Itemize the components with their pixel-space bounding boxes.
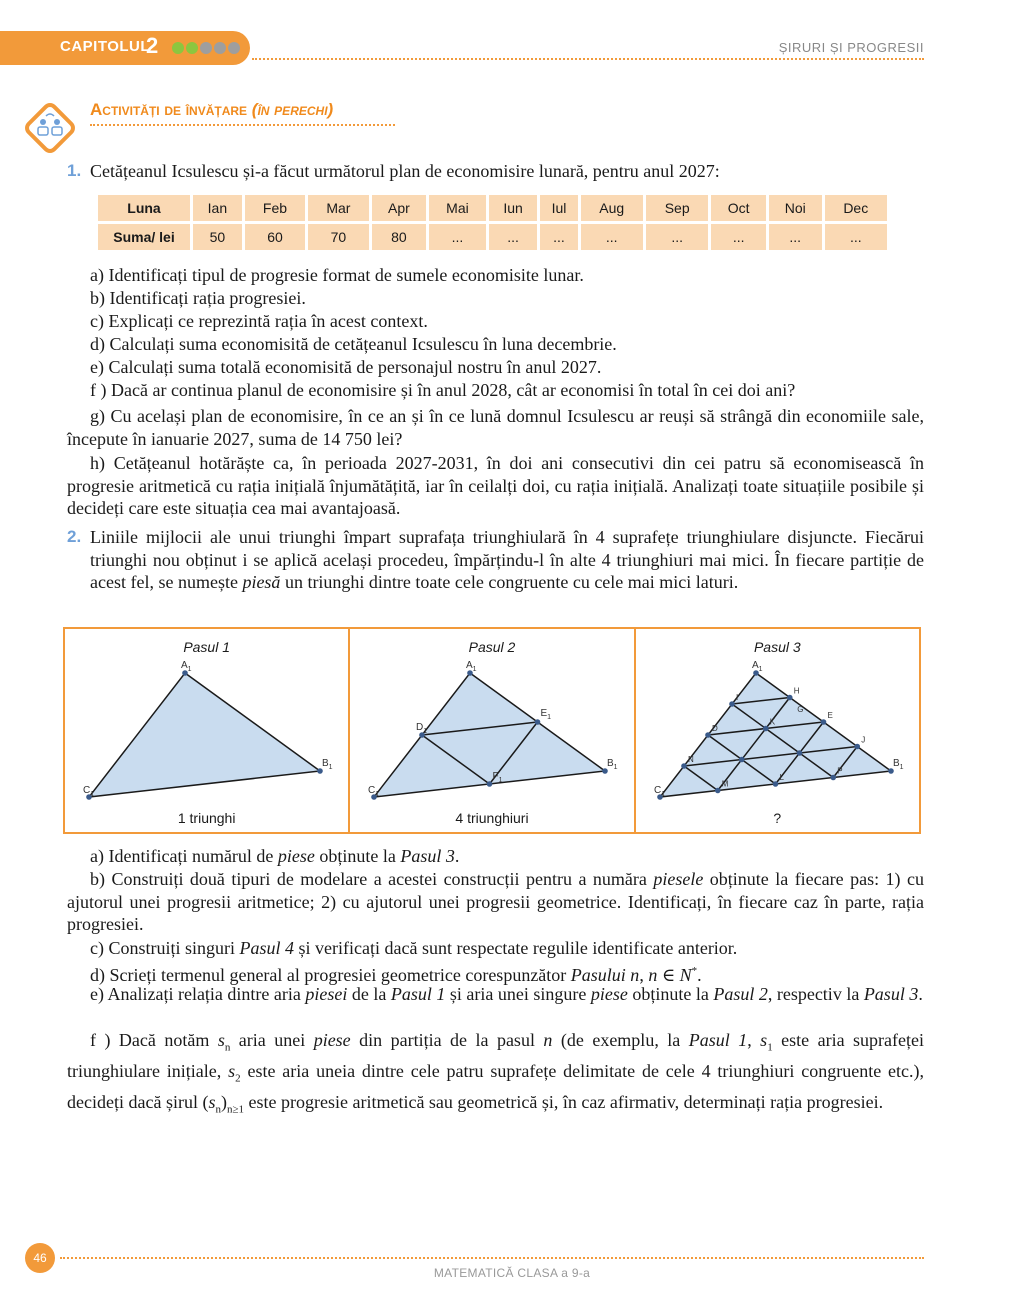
text-run: c) Construiți singuri (90, 938, 240, 958)
point-label: I (735, 693, 738, 702)
point-label-subscript: 1 (328, 764, 333, 771)
problem-1-b: b) Identificați rația progresiei. (90, 288, 306, 308)
problem-1-f: f ) Dacă ar continua planul de economisire și în anul 2028, cât ar economisi în total în cei doi ani? (90, 380, 796, 400)
vertex-point (796, 750, 802, 756)
text-run: , (747, 1030, 761, 1050)
text-run: n≥1 (226, 1103, 245, 1116)
text-run: piesă (242, 572, 281, 592)
point-label: $C_1$ (653, 785, 665, 798)
text-run: Pasul 3 (863, 984, 919, 1004)
text-run: n (224, 1041, 231, 1054)
table-header-cell: Suma/ lei (98, 224, 190, 250)
vertex-point (681, 763, 687, 769)
text-run: Pasul 1 (390, 984, 446, 1004)
table-cell: Sep (646, 195, 708, 221)
figure-panel-step-3 (636, 629, 919, 832)
point-label-subscript: 1 (547, 714, 552, 721)
text-run: Pasului n (570, 965, 640, 985)
text-run: piese (590, 984, 628, 1004)
table-cell: ... (646, 224, 708, 250)
text-run: piesele (653, 869, 704, 889)
text-run: , (639, 965, 649, 985)
text-run: * (691, 965, 698, 977)
point-label: G (796, 705, 804, 715)
triangle-outline (89, 673, 320, 797)
text-run: obținute la (627, 984, 714, 1004)
page-number: 46 (25, 1243, 55, 1273)
table-cell: ... (540, 224, 577, 250)
point-label-subscript: 1 (614, 764, 618, 771)
triangle-diagram-step-1 (65, 659, 349, 809)
problem-2-e (67, 983, 924, 1006)
table-cell: Iul (540, 195, 577, 221)
table-cell: Mai (429, 195, 486, 221)
table-cell: 60 (245, 224, 305, 250)
vertex-point (715, 788, 721, 794)
problem-1-intro: Cetățeanul Icsulescu și-a făcut următorul plan de economisire lunară, pentru anul 2027: (90, 161, 720, 181)
panel-title: Pasul 1 (183, 639, 231, 655)
text-run: b) Construiți două tipuri de modelare a acestei construcții pentru a număra (90, 869, 654, 889)
point-label-subscript: 1 (660, 791, 665, 798)
table-cell: Ian (193, 195, 242, 221)
text-run: aria unei (230, 1030, 314, 1050)
text-run: , respectiv la (767, 984, 864, 1004)
activity-title (90, 100, 333, 120)
text-run: Pasul 3 (400, 846, 455, 866)
vertex-point (888, 768, 894, 774)
point-label: $B_1$ (322, 758, 333, 771)
point-label: $B_1$ (892, 758, 904, 771)
point-label: $A_1$ (181, 660, 192, 673)
table-cell: ... (769, 224, 822, 250)
problem-2-a (90, 845, 924, 868)
text-run: . (454, 846, 460, 866)
text-run: piese (277, 846, 315, 866)
table-cell: ... (581, 224, 643, 250)
savings-table (95, 192, 890, 253)
panel-caption: 1 triunghi (177, 810, 236, 826)
progress-dot (214, 42, 226, 54)
text-run: piese (313, 1030, 351, 1050)
problem-1-e: e) Calculați suma totală economisită de personajul nostru în anul 2027. (90, 357, 602, 377)
progress-dot (186, 42, 198, 54)
chapter-number: 2 (146, 33, 159, 58)
chapter-progress-dots (172, 42, 240, 54)
problem-1-number: 1. (67, 161, 82, 180)
table-cell: 80 (372, 224, 427, 250)
text-run: s (217, 1030, 225, 1050)
point-label: J (860, 735, 865, 745)
text-run: Pasul 2 (713, 984, 768, 1004)
header-divider (252, 58, 924, 60)
text-run: și aria unei singure (445, 984, 591, 1004)
text-run: (de exemplu, la (552, 1030, 689, 1050)
table-cell: ... (825, 224, 887, 250)
text-run: Pasul 4 (239, 938, 295, 958)
table-cell: Dec (825, 195, 887, 221)
progress-dot (200, 42, 212, 54)
triangle-figure (63, 627, 921, 834)
problem-2-b (67, 868, 924, 936)
table-cell: ... (711, 224, 766, 250)
text-run: s (760, 1030, 768, 1050)
footer-divider (60, 1257, 924, 1259)
problem-2-intro (90, 526, 924, 594)
table-cell: Mar (308, 195, 368, 221)
text-run: este aria uneia dintre cele patru suprafețe delimitate de cele 4 triunghiuri congruente etc.), decideți dacă șirul (67, 1061, 924, 1113)
point-label-subscript: 1 (498, 777, 503, 784)
point-label: N (687, 755, 694, 764)
vertex-point (535, 719, 541, 725)
activity-title-paren: (în perechi) (251, 100, 334, 119)
point-label: E (827, 711, 833, 720)
text-run: e) Analizați relația dintre aria (90, 984, 306, 1004)
text-run: s (208, 1092, 216, 1113)
point-label: $E_1$ (540, 708, 552, 721)
problem-2-f (67, 1029, 924, 1122)
progress-dot (228, 42, 240, 54)
problem-1-a: a) Identificați tipul de progresie format de sumele economisite lunar. (90, 265, 584, 285)
section-title: ȘIRURI ȘI PROGRESII (778, 40, 924, 55)
text-run: . (918, 984, 923, 1004)
point-label: $A_1$ (466, 660, 477, 673)
text-run: un triunghi dintre toate cele congruente cu cele mai mici laturi. (280, 572, 739, 592)
problem-1-h: h) Cetățeanul hotărăște ca, în perioada 2027-2031, în doi ani consecutivi din cei patru să economisească în progresie aritmetică cu rația inițială înjumătățită, iar în ceilalți doi, cu rația inițială. Analizați toate situațiile posibile și decideți care este situația cea mai avantajoasă. (67, 453, 924, 518)
panel-caption: ? (773, 810, 782, 826)
problem-1-g: g) Cu același plan de economisire, în ce an și în ce lună domnul Icsulescu ar reuși să strângă din economiile sale, începute în ianuarie 2027, suma de 14 750 lei? (67, 406, 924, 449)
text-run: din partiția de la pasul (350, 1030, 544, 1050)
point-label: L (779, 773, 784, 782)
text-run: este aria suprafeței triunghiulare inițiale, (67, 1030, 924, 1082)
book-title: MATEMATICĂ CLASA a 9-a (433, 1266, 591, 1280)
text-run: Liniile mijlocii ale unui triunghi împart suprafața triunghiulară în 4 suprafețe triunghiulare disjuncte. Fiecărui triunghi nou obținut i se aplică același procedeu, împărțindu-l în alte 4 triunghiuri mai mici. În fiecare partiție de acest fel, se numește (90, 527, 924, 592)
point-label: $C_1$ (83, 785, 95, 798)
point-label: D (711, 724, 718, 733)
text-run: obținute la (314, 846, 401, 866)
point-label: K (769, 717, 775, 727)
panel-title: Pasul 3 (753, 639, 801, 655)
table-cell: Apr (372, 195, 427, 221)
point-label: P (836, 766, 843, 776)
point-label-subscript: 1 (375, 791, 380, 798)
point-label-subscript: 1 (473, 666, 477, 673)
activity-underline (90, 124, 395, 126)
point-label-subscript: 1 (899, 764, 904, 771)
vertex-point (317, 768, 323, 774)
activity-title-main: Activități de învățare (90, 100, 248, 119)
vertex-point (739, 757, 745, 763)
point-label-subscript: 1 (423, 728, 428, 735)
vertex-point (729, 701, 735, 707)
problem-1-d: d) Calculați suma economisită de cetățeanul Icsulescu în luna decembrie. (90, 334, 617, 354)
pair-work-icon (22, 100, 78, 156)
vertex-point (787, 695, 793, 701)
text-run: de la (347, 984, 391, 1004)
figure-panel-step-2 (350, 629, 635, 832)
table-cell: Feb (245, 195, 305, 221)
text-run: este progresie aritmetică sau geometrică și, în caz afirmativ, determinați rația progresiei. (244, 1092, 884, 1113)
table-cell: ... (489, 224, 538, 250)
triangle-diagram-step-3 (636, 659, 920, 809)
text-run: f ) Dacă notăm (90, 1030, 218, 1050)
vertex-point (854, 744, 860, 750)
table-header-cell: Luna (98, 195, 190, 221)
text-run: obținute la fiecare pas: 1) cu ajutorul unei progresii aritmetice; 2) cu ajutorul unei progresii geometrice. Identificați, în fiecare caz în parte, rația progresiei. (67, 869, 924, 934)
point-label: M (721, 779, 729, 789)
text-run: Pasul 1 (688, 1030, 748, 1050)
panel-title: Pasul 2 (468, 639, 516, 655)
problem-2-number: 2. (67, 527, 82, 546)
point-label: $A_1$ (751, 660, 763, 673)
table-cell: ... (429, 224, 486, 250)
text-run: ) (220, 1092, 227, 1113)
vertex-point (772, 781, 778, 787)
point-label: H (793, 686, 800, 696)
table-cell: Noi (769, 195, 822, 221)
table-cell: 50 (193, 224, 242, 250)
chapter-label: CAPITOLUL (60, 38, 151, 55)
table-row-sums (98, 224, 887, 250)
triangle-diagram-step-2 (350, 659, 634, 809)
text-run: a) Identificați numărul de (90, 846, 278, 866)
vertex-point (763, 726, 769, 732)
point-label: $C_1$ (368, 785, 380, 798)
vertex-point (487, 781, 493, 787)
vertex-point (830, 775, 836, 781)
table-cell: 70 (308, 224, 368, 250)
text-run: ( (202, 1092, 209, 1113)
text-run: 2 (235, 1072, 241, 1085)
progress-dot (172, 42, 184, 54)
panel-caption: 4 triunghiuri (455, 810, 529, 826)
text-run: s (228, 1061, 236, 1082)
text-run: 1 (767, 1041, 773, 1054)
table-row-months (98, 195, 887, 221)
text-run: d) Scrieți termenul general al progresiei geometrice corespunzător (90, 965, 571, 985)
table-cell: Oct (711, 195, 766, 221)
text-run: n ∈ N (648, 965, 692, 985)
point-label: $F_1$ (492, 771, 503, 784)
text-run: . (697, 965, 702, 985)
point-label-subscript: 1 (90, 791, 95, 798)
vertex-point (705, 732, 711, 738)
point-label-subscript: 1 (187, 666, 192, 673)
point-label: $D_1$ (416, 722, 428, 735)
text-run: n (543, 1030, 553, 1050)
figure-panel-step-1 (65, 629, 350, 832)
problem-2-c (90, 937, 924, 960)
point-label-subscript: 1 (758, 666, 763, 673)
problem-1-c: c) Explicați ce reprezintă rația în acest context. (90, 311, 428, 331)
text-run: piesei (305, 984, 348, 1004)
table-cell: Iun (489, 195, 538, 221)
vertex-point (603, 768, 609, 774)
text-run: și verificați dacă sunt respectate regulile identificate anterior. (294, 938, 738, 958)
point-label: $B_1$ (607, 758, 618, 771)
vertex-point (820, 719, 826, 725)
text-run: n (215, 1103, 221, 1116)
triangle-outline (374, 673, 605, 797)
table-cell: Aug (581, 195, 643, 221)
